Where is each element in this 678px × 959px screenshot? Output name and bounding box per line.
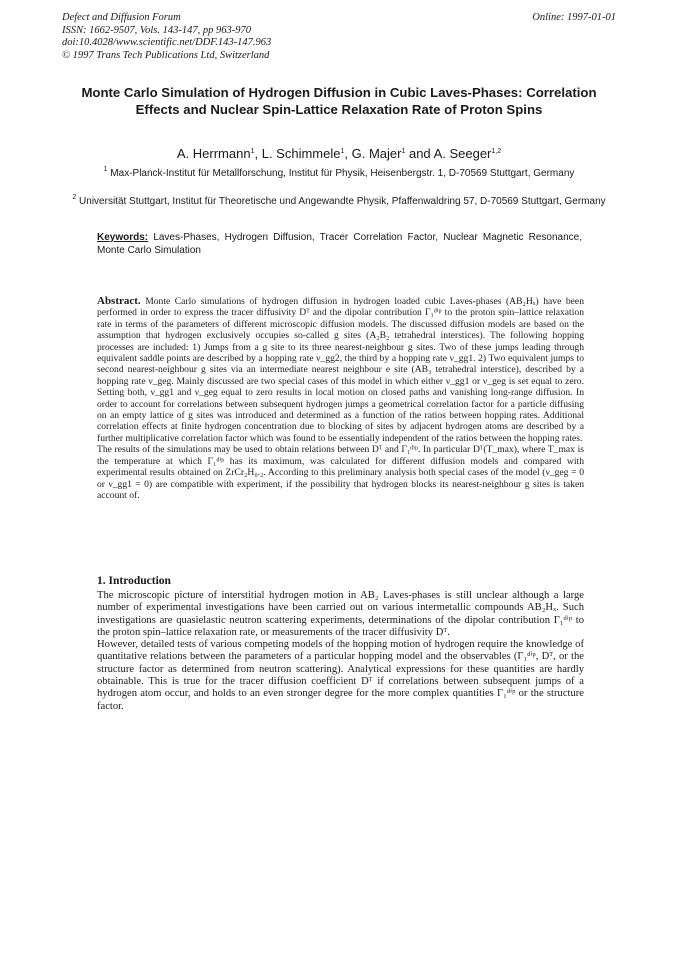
affiliation-text: Universität Stuttgart, Institut für Theoretische und Angewandte Physik, Pfaffenwaldring 57, D-70569 Stuttgart, Germany — [79, 196, 606, 207]
abstract-label: Abstract. — [97, 295, 141, 307]
section-heading: 1. Introduction — [97, 575, 171, 587]
paper-title: Monte Carlo Simulation of Hydrogen Diffusion in Cubic Laves-Phases: Correlation Effects and Nuclear Spin-Lattice Relaxation Rate of Proton Spins — [81, 85, 597, 117]
introduction-body — [97, 590, 584, 713]
affiliation-mark: 1 — [103, 166, 108, 173]
keywords-text: Laves-Phases, Hydrogen Diffusion, Tracer Correlation Factor, Nuclear Magnetic Resonance, Monte Carlo Simulation — [97, 232, 582, 256]
intro-paragraph: The microscopic picture of interstitial hydrogen motion in AB₂ Laves-phases is still unclear although a large number of experimental investigations have been carried out on various intermetallic compounds AB₂Hₓ. Such investigations are quasielastic neutron scattering experiments, determinations of the dipolar contribution Γ₁ᵈⁱᵖ to the proton spin–lattice relaxation rate, or measurements of the tracer diffusivity Dᵀ. — [97, 590, 584, 638]
affiliation-mark: 2 — [72, 194, 77, 201]
author-affil-mark: 1,2 — [491, 148, 502, 155]
author-separator: , — [344, 146, 352, 161]
affiliation — [60, 168, 618, 181]
abstract-paragraph — [97, 296, 584, 444]
keywords-label: Keywords: — [97, 232, 149, 243]
author-affil-mark: 1 — [401, 148, 406, 155]
abstract-paragraph: The results of the simulations may be used to obtain relations between Dᵀ and Γ₁ᵈⁱᵖ. In particular Dᵀ(T_max), where T_max is the temperature at which Γ₁ᵈⁱᵖ has its maximum, was calculated for different diffusion models and compared with experimental results obtained on ZrCr₂H₀.₂. According to this preliminary analysis both special cases of the model (ν_geg = 0 or ν_gg1 = 0) are compatible with experiment, if the possibility that hydrogen blocks its nearest-neighbour g sites is taken account of. — [97, 444, 584, 501]
affiliation — [60, 196, 618, 209]
journal-copyright: © 1997 Trans Tech Publications Ltd, Switzerland — [62, 49, 270, 61]
author-name: L. Schimmele — [261, 146, 341, 161]
online-date: Online: 1997-01-01 — [532, 12, 616, 23]
intro-paragraph: However, detailed tests of various competing models of the hopping motion of hydrogen require the knowledge of quantitative relations between the parameters of a particular hopping model and the observables (Γ₁ᵈⁱᵖ, Dᵀ, or the structure factor as determined from neutron scattering). Analytical expressions for these quantities are hardly obtainable. This is true for the tracer diffusion coefficient Dᵀ if correlations between subsequent jumps of a hydrogen atom occur, and holds to an even stronger degree for the more complex quantities Γ₁ᵈⁱᵖ or the structure factor. — [97, 639, 584, 712]
journal-doi: doi:10.4028/www.scientific.net/DDF.143-147.963 — [62, 37, 272, 48]
author-affil-mark: 1 — [340, 148, 345, 155]
abstract — [97, 296, 584, 501]
keywords — [97, 232, 582, 257]
author-name: A. Seeger — [433, 146, 492, 161]
author-name: A. Herrmann — [176, 146, 251, 161]
author-separator: and — [405, 146, 434, 161]
journal-name: Defect and Diffusion Forum — [62, 12, 181, 23]
affiliation-text: Max-Planck-Institut für Metallforschung, Institut für Physik, Heisenbergstr. 1, D-70569 Stuttgart, Germany — [110, 168, 575, 179]
author-list — [60, 146, 618, 161]
journal-issn: ISSN: 1662-9507, Vols. 143-147, pp 963-970 — [62, 24, 251, 36]
abstract-text: Monte Carlo simulations of hydrogen diffusion in hydrogen loaded cubic Laves-phases (AB₂Hₓ) have been performed in order to express the tracer diffusivity Dᵀ and the dipolar contribution Γ₁ᵈⁱᵖ to the proton spin–lattice relaxation rate in terms of the parameters of different microscopic diffusion models. The discussed diffusion models are based on the assumption that hydrogen exclusively occupies so-called g sites (A₂B₂ tetrahedral interstices). The following hopping processes are included: 1) Jumps from a g site to its three nearest-neighbour g sites. Two of these jumps leading through equivalent saddle points are described by a hopping rate ν_gg2, the third by a hopping rate ν_gg1. 2) Two equivalent jumps to second nearest-neighbour g sites via an intermediate nearest neighbour e site (AB₃ tetrahedral interstice), described by a hopping rate ν_geg. Mainly discussed are two special cases of this model in which either ν_gg1 or ν_geg is set equal to zero. Setting both, ν_gg1 and ν_geg equal to zero results in local motion on closed paths and vanishing long-range diffusion. In order to account for correlations between subsequent hydrogen jumps a geometrical correlation factor for a particle diffusing on an empty lattice of g sites was introduced and determined as a function of the ratios between hopping rates. Additional correlation effects at finite hydrogen concentration due to blocking of sites by adjacent hydrogen atoms are described by a further multiplicative correlation factor which was found to be essentially independent of the ratios between the hopping rates. — [97, 296, 584, 444]
author-name: G. Majer — [351, 146, 402, 161]
author-affil-mark: 1 — [250, 148, 255, 155]
journal-info — [62, 12, 271, 62]
author-separator: , — [254, 146, 262, 161]
